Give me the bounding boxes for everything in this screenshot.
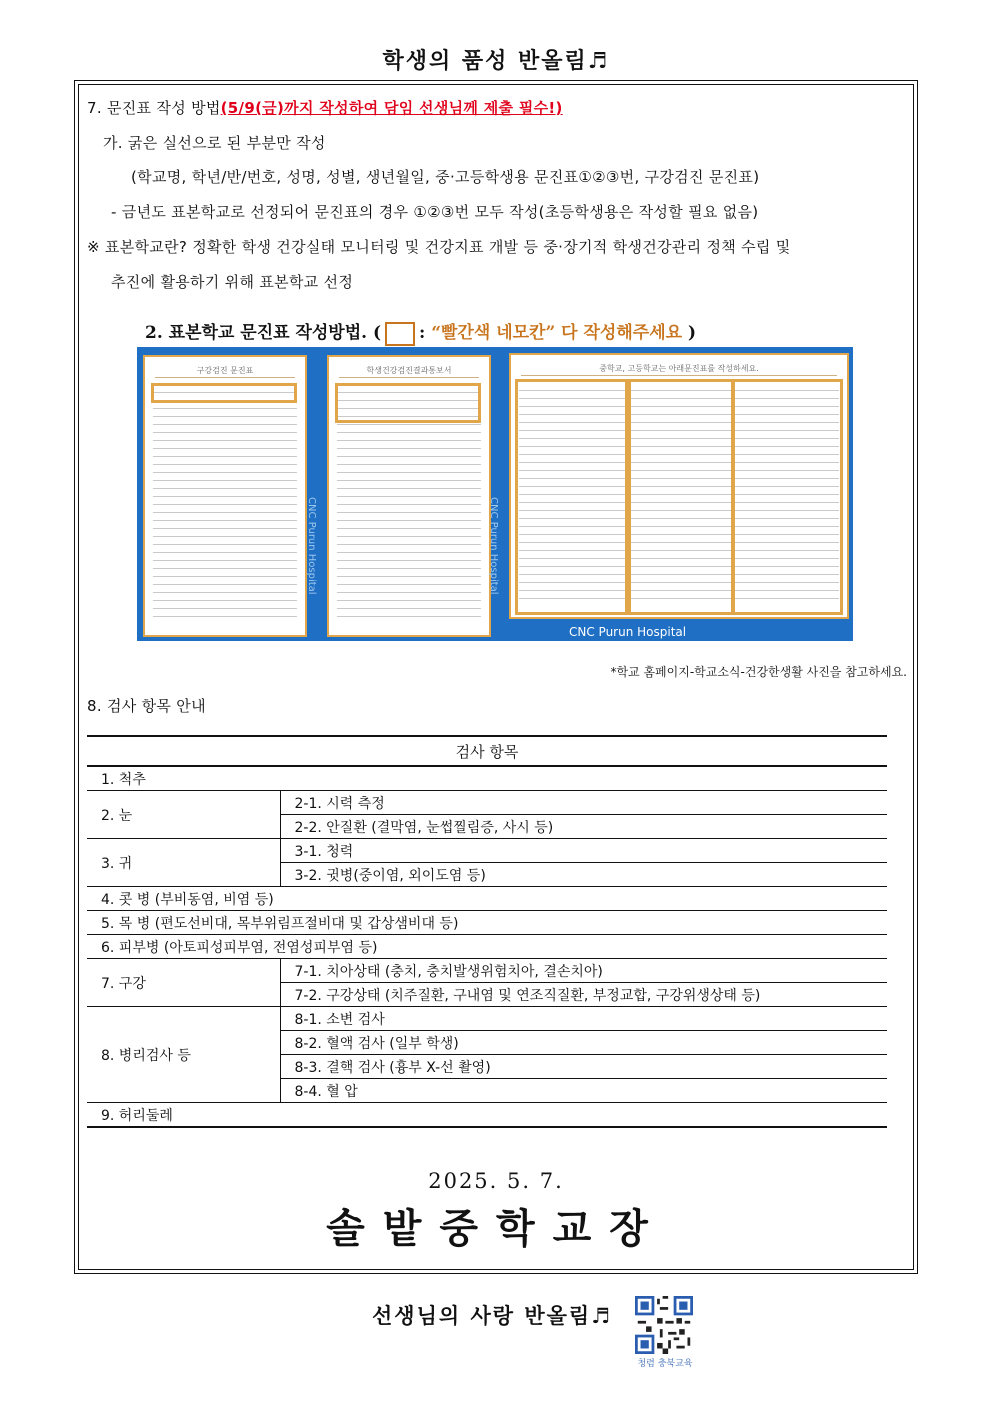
section7-deadline: (5/9(금)까지 작성하여 담임 선생님께 제출 필수!) <box>220 99 563 117</box>
exam-pathology-sub-4: 8-4. 혈 압 <box>280 1079 887 1103</box>
exam-eye-sub-1: 2-1. 시력 측정 <box>280 791 887 815</box>
table-row <box>87 839 887 863</box>
table-row <box>87 766 887 791</box>
section7-heading-line <box>87 97 563 118</box>
hospital-watermark-1: CNC Purun Hospital <box>306 497 317 595</box>
document-date: 2025. 5. 7. <box>428 1169 564 1193</box>
sample-school-line2: 추진에 활용하기 위해 표본학교 선정 <box>111 273 354 291</box>
exam-spine: 1. 척추 <box>87 766 887 791</box>
form-panel-result <box>327 355 491 637</box>
qr-label: 청렴 충북교육 <box>637 1359 693 1369</box>
exam-oral-sub-2: 7-2. 구강상태 (치주질환, 구내염 및 연조직질환, 부정교합, 구강위생상태 등) <box>280 983 887 1007</box>
section8-heading: 8. 검사 항목 안내 <box>87 697 206 715</box>
forms-heading-quote: “빨간색 네모칸” 다 작성해주세요 <box>431 323 683 343</box>
section7-fields: (학교명, 학년/반/번호, 성명, 성별, 생년월일, 중·고등학생용 문진표①②③번, 구강검진 문진표) <box>131 168 760 186</box>
exam-table-header: 검사 항목 <box>87 736 887 766</box>
section7-heading: 7. 문진표 작성 방법 <box>87 99 221 117</box>
exam-skin: 6. 피부병 (아토피성피부염, 전염성피부염 등) <box>87 935 887 959</box>
exam-oral-sub-1: 7-1. 치아상태 (충치, 충치발생위험치아, 결손치아) <box>280 959 887 983</box>
table-row <box>87 1103 887 1128</box>
forms-heading-close: ) <box>687 323 697 343</box>
red-box-icon <box>385 322 415 346</box>
forms-heading-main: 2. 표본학교 문진표 작성방법. ( <box>145 323 382 343</box>
table-row <box>87 959 887 983</box>
principal-signature: 솔밭중학교장 <box>326 1206 666 1252</box>
exam-ear-sub-1: 3-1. 청력 <box>280 839 887 863</box>
middle-high-highlight-3 <box>731 379 843 615</box>
table-row <box>87 935 887 959</box>
document-frame <box>74 80 918 1274</box>
footer-slogan: 선생님의 사랑 반올림♬ <box>372 1303 613 1328</box>
forms-heading-colon: : <box>419 323 426 343</box>
form-panel-dental-title: 구강검진 문진표 <box>155 365 295 378</box>
exam-pathology-sub-1: 8-1. 소변 검사 <box>280 1007 887 1031</box>
sample-school-line1: ※ 표본학교란? 정확한 학생 건강실태 모니터링 및 건강지표 개발 등 중·장기적 학생건강관리 정책 수립 및 <box>87 238 791 256</box>
exam-waist: 9. 허리둘레 <box>87 1103 887 1128</box>
questionnaire-forms-image <box>137 347 853 641</box>
exam-neck: 5. 목 병 (편도선비대, 목부위림프절비대 및 갑상샘비대 등) <box>87 911 887 935</box>
table-row <box>87 887 887 911</box>
hospital-watermark-2: CNC Purun Hospital <box>488 497 499 595</box>
table-row <box>87 791 887 815</box>
form-panel-dental <box>143 355 307 637</box>
table-row <box>87 911 887 935</box>
form-panel-middle-high-title: 중학교, 고등학교는 아래문진표를 작성하세요. <box>521 363 837 376</box>
middle-high-highlight-2 <box>625 379 735 615</box>
exam-eye-sub-2: 2-2. 안질환 (결막염, 눈썹찔림증, 사시 등) <box>280 815 887 839</box>
result-highlight-box <box>335 383 481 423</box>
exam-pathology: 8. 병리검사 등 <box>87 1007 280 1103</box>
exam-nose: 4. 콧 병 (부비동염, 비염 등) <box>87 887 887 911</box>
qr-code-icon <box>634 1296 694 1354</box>
exam-pathology-sub-3: 8-3. 결핵 검사 (흉부 X-선 촬영) <box>280 1055 887 1079</box>
form-panel-dental-rows <box>153 385 297 619</box>
forms-figure-heading <box>145 318 696 346</box>
exam-ear-sub-2: 3-2. 귓병(중이염, 외이도염 등) <box>280 863 887 887</box>
dental-highlight-box <box>151 383 297 403</box>
hospital-name: CNC Purun Hospital <box>569 625 687 639</box>
form-panel-middle-high <box>509 353 849 619</box>
exam-ear: 3. 귀 <box>87 839 280 887</box>
page-header-title: 학생의 품성 반올림♬ <box>382 48 610 74</box>
section7-note-year: - 금년도 표본학교로 선정되어 문진표의 경우 ①②③번 모두 작성(초등학생용은 작성할 필요 없음) <box>111 203 759 221</box>
exam-eye: 2. 눈 <box>87 791 280 839</box>
form-panel-result-title: 학생건강검진결과통보서 <box>339 365 479 378</box>
reference-note: *학교 홈페이지-학교소식-건강한생활 사진을 참고하세요. <box>610 665 907 679</box>
table-row <box>87 1007 887 1031</box>
exam-items-table <box>87 735 887 1128</box>
exam-pathology-sub-2: 8-2. 혈액 검사 (일부 학생) <box>280 1031 887 1055</box>
section7-item-ga: 가. 굵은 실선으로 된 부분만 작성 <box>103 134 326 152</box>
middle-high-highlight-1 <box>515 379 631 615</box>
exam-oral: 7. 구강 <box>87 959 280 1007</box>
